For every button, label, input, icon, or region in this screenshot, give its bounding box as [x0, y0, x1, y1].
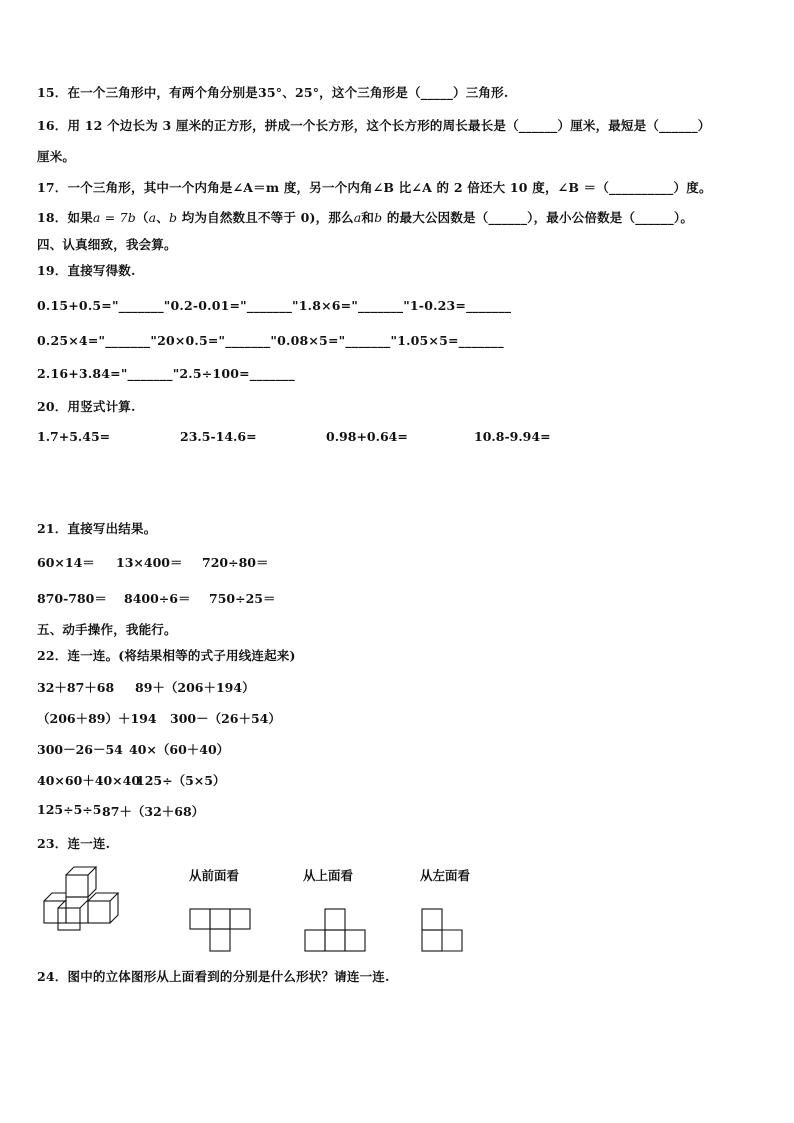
q18-prefix: 18．如果	[37, 210, 93, 225]
section-4-heading: 四、认真细致，我会算。	[37, 237, 177, 252]
question-15: 15．在一个三角形中，有两个角分别是35°、25°，这个三角形是（_____）三角形.	[37, 85, 509, 100]
q18-var-b2: b	[374, 210, 383, 225]
q22-left-expression: 32＋87＋68	[37, 680, 115, 695]
q18-var-b: b	[169, 210, 178, 225]
q21-item: 13×400＝	[116, 555, 183, 570]
q22-right-expression: 40×（60＋40）	[129, 742, 230, 757]
question-19-title: 19．直接写得数.	[37, 263, 136, 278]
q20-item: 23.5-14.6=	[180, 429, 257, 444]
question-19-row-1: 0.15+0.5="_______"0.2-0.01="_______"1.8×6="_______"1-0.23=_______	[37, 298, 512, 313]
question-23-title: 23．连一连.	[37, 836, 111, 851]
cube-solid-figure	[40, 862, 132, 937]
q22-right-expression: 125÷（5×5）	[136, 773, 226, 788]
question-19-row-3: 2.16+3.84="_______"2.5÷100=_______	[37, 366, 295, 381]
question-19-row-2: 0.25×4="_______"20×0.5="_______"0.08×5="_______"1.05×5=_______	[37, 333, 504, 348]
q21-item: 60×14＝	[37, 555, 95, 570]
question-16: 16．用 12 个边长为 3 厘米的正方形，拼成一个长方形，这个长方形的周长最长是（______）厘米，最短是（______）	[37, 118, 711, 133]
q18-mid1: （	[135, 210, 149, 225]
view-label-top: 从上面看	[303, 868, 354, 883]
q20-item: 10.8-9.94=	[474, 429, 551, 444]
question-22-title: 22．连一连。(将结果相等的式子用线连起来)	[37, 648, 296, 663]
q18-mid2: 均为自然数且不等于 0)，那么	[177, 210, 354, 225]
q18-and: 和	[361, 210, 375, 225]
q22-right-expression: 89＋（206＋194）	[135, 680, 255, 695]
view-label-left: 从左面看	[420, 868, 471, 883]
q22-left-expression: 300－26－54	[37, 742, 123, 757]
q20-item: 1.7+5.45=	[37, 429, 111, 444]
q21-item: 720÷80＝	[202, 555, 269, 570]
question-16-continued: 厘米。	[37, 149, 76, 164]
q21-item: 8400÷6＝	[124, 591, 191, 606]
top-view-figure	[304, 908, 366, 953]
q22-right-expression: 87＋（32＋68）	[102, 804, 205, 819]
question-17: 17．一个三角形，其中一个内角是∠A＝m 度，另一个内角∠B 比∠A 的 2 倍还大 10 度，∠B ＝（__________）度。	[37, 180, 712, 195]
view-label-front: 从前面看	[189, 868, 240, 883]
q18-var-a2: a	[353, 210, 362, 225]
section-5-heading: 五、动手操作，我能行。	[37, 622, 177, 637]
q21-item: 870-780＝	[37, 591, 107, 606]
q18-var-a: a	[148, 210, 157, 225]
q18-suffix: 的最大公因数是（______），最小公倍数是（______）。	[382, 210, 694, 225]
q22-left-expression: 40×60＋40×40	[37, 773, 141, 788]
left-view-figure	[421, 908, 465, 953]
q21-item: 750÷25＝	[209, 591, 276, 606]
q18-sep: 、	[156, 210, 169, 225]
q18-formula: a = 7b	[92, 210, 136, 225]
question-18	[37, 208, 693, 226]
q22-left-expression: 125÷5÷5	[37, 802, 102, 817]
front-view-figure	[189, 908, 251, 953]
q22-left-expression: （206＋89）＋194	[37, 711, 157, 726]
question-20-title: 20．用竖式计算.	[37, 399, 136, 414]
question-24: 24．图中的立体图形从上面看到的分别是什么形状？请连一连.	[37, 969, 390, 984]
q20-item: 0.98+0.64=	[326, 429, 408, 444]
question-21-title: 21．直接写出结果。	[37, 521, 157, 536]
q22-right-expression: 300－（26＋54）	[170, 711, 281, 726]
